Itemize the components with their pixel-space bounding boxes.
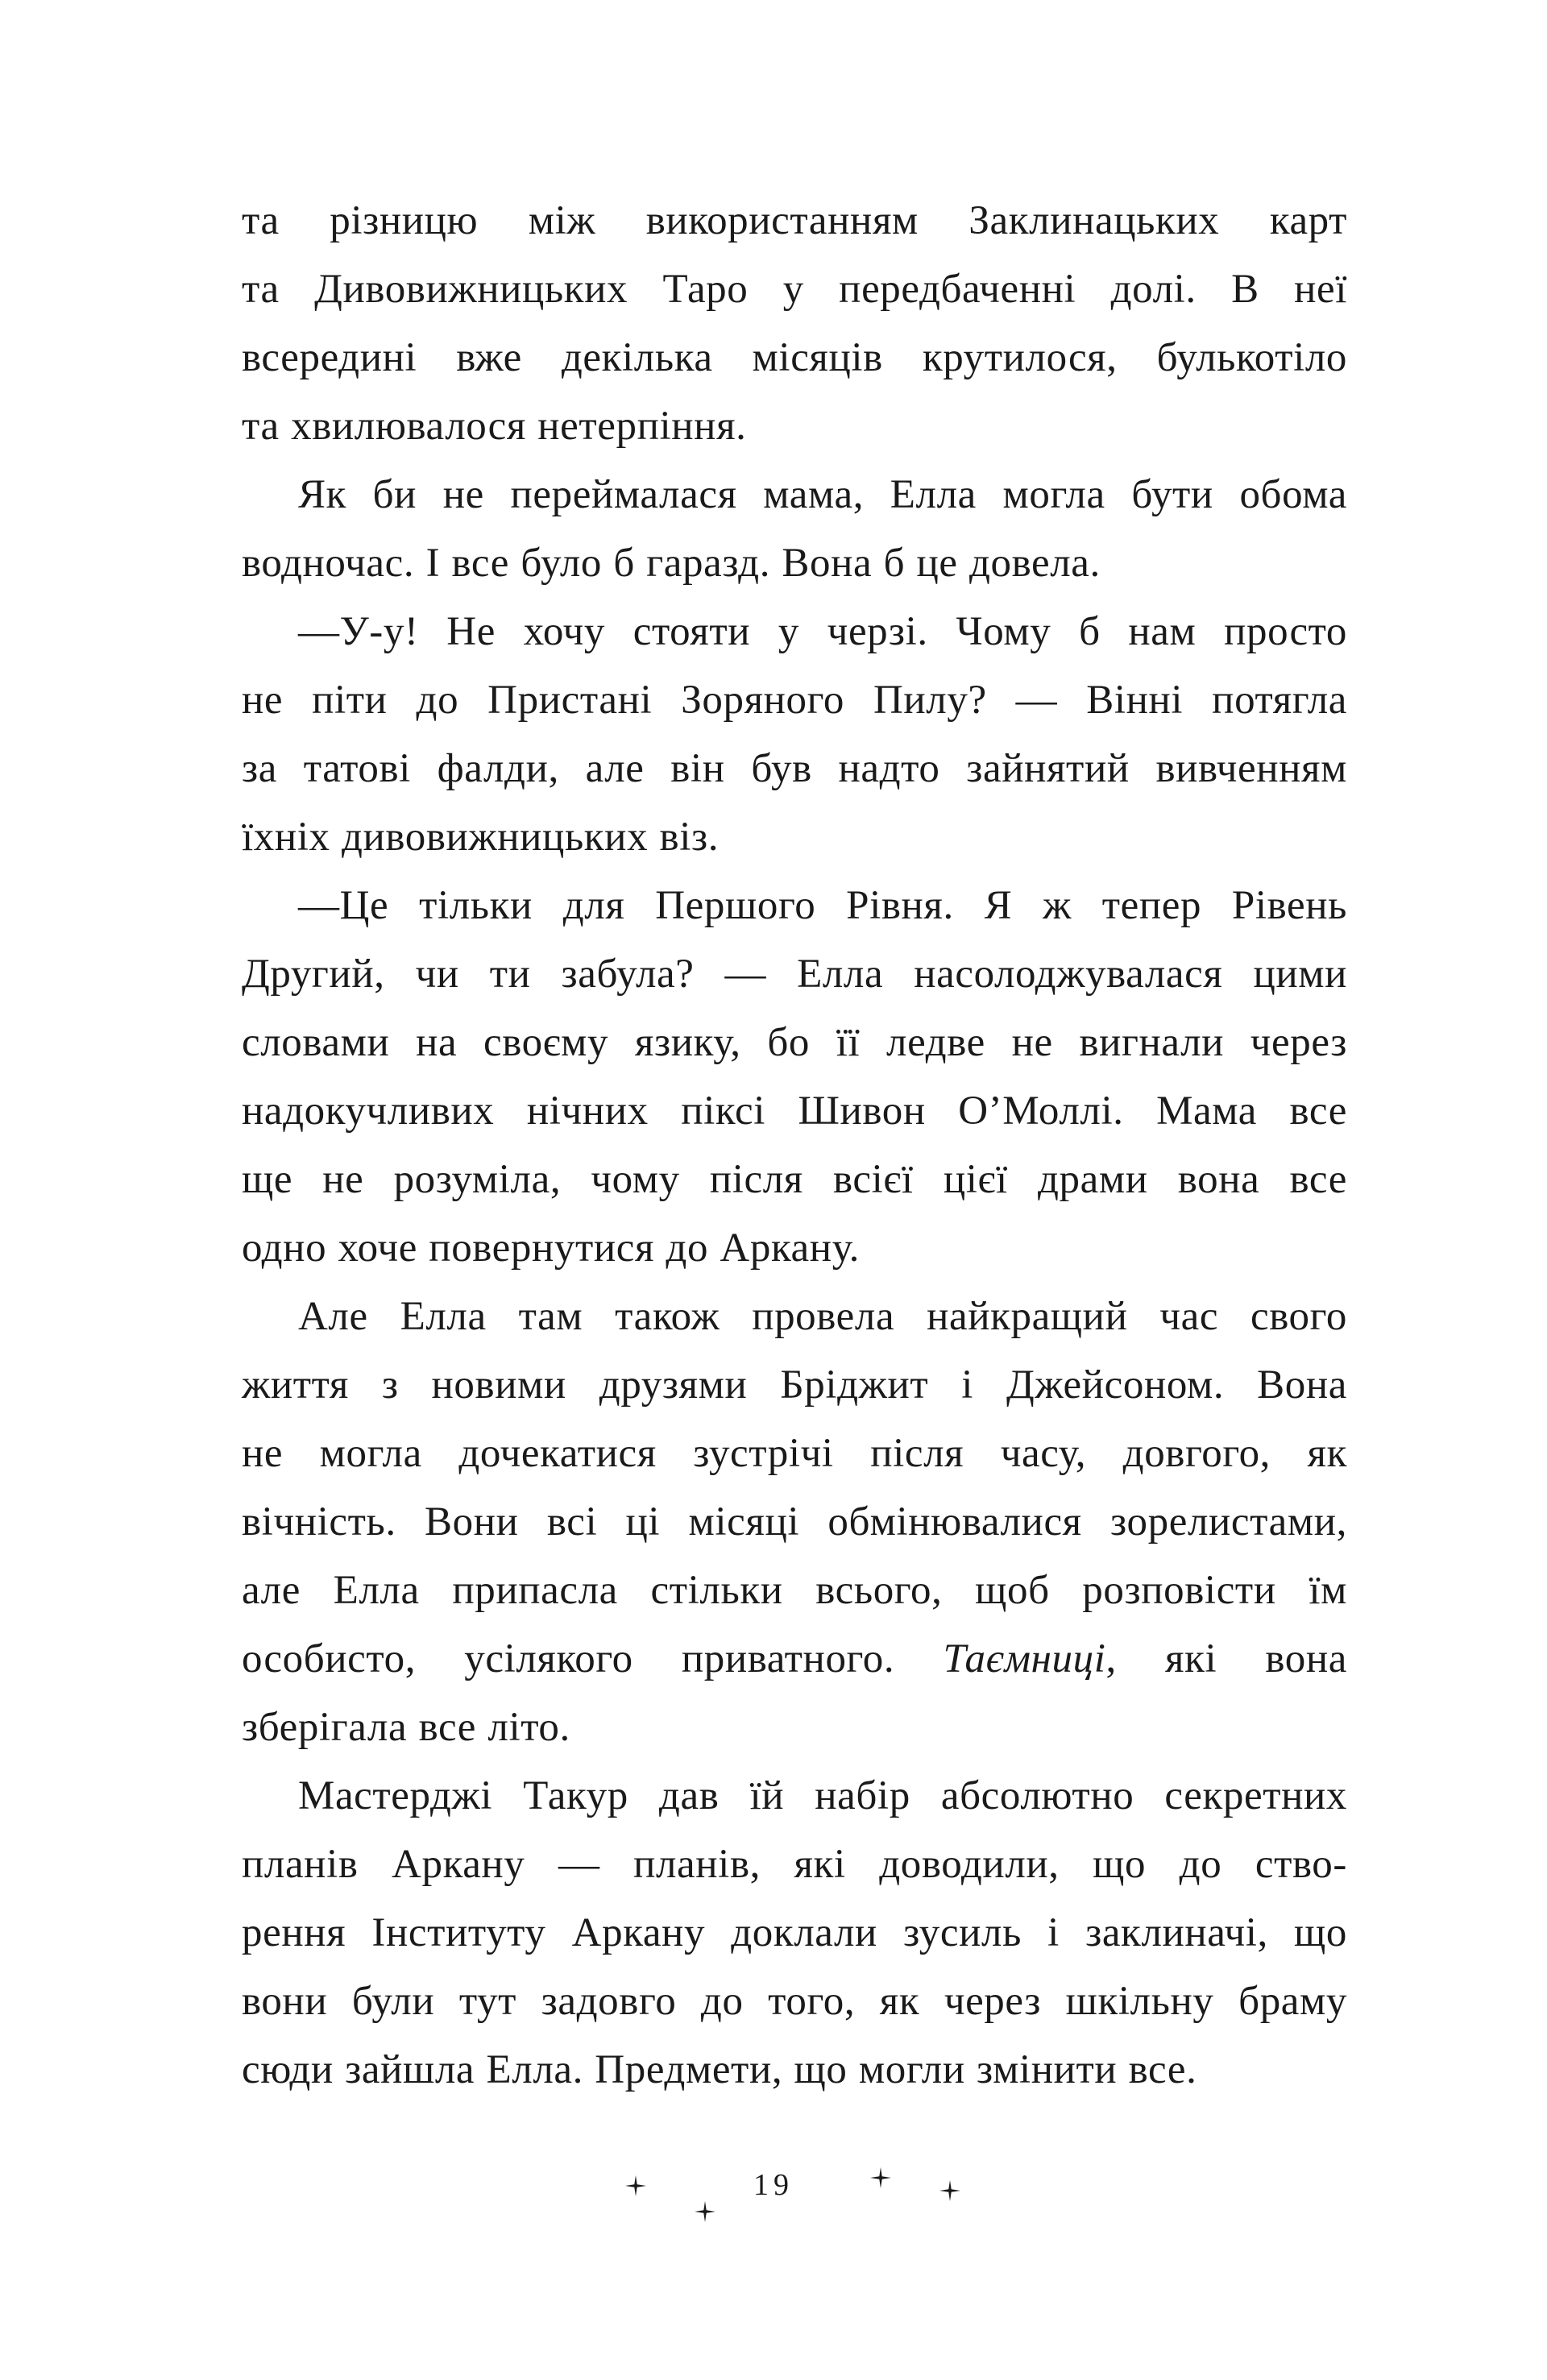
paragraph-3	[242, 598, 1347, 872]
text-line: їхніх дивовижницьких віз.	[242, 815, 720, 860]
text-line: всередині вже декілька місяців крутилося, булькотіло	[242, 335, 1347, 380]
text-line: не могла дочекатися зустрічі після часу, довгого, як	[242, 1431, 1347, 1476]
text-line: одно хоче повернутися до Аркану.	[242, 1225, 861, 1271]
text-line: та Дивовижницьких Таро у передбаченні долі. В неї	[242, 267, 1347, 312]
text-line: Мастерджі Такур дав їй набір абсолютно секретних	[298, 1773, 1347, 1818]
paragraph-4	[242, 872, 1347, 1283]
text-line: та хвилювалося нетерпіння.	[242, 404, 747, 449]
four-point-star-icon	[695, 2201, 715, 2222]
text-line: але Елла припасла стільки всього, щоб розповісти їм	[242, 1568, 1347, 1613]
text-line: та різницю між використанням Заклинацьких карт	[242, 198, 1347, 243]
italic-word: Таємниці	[943, 1636, 1106, 1681]
text-line: за татові фалди, але він був надто зайнятий вивченням	[242, 746, 1347, 791]
body-text	[242, 187, 1347, 2104]
text-line: планів Аркану — планів, які доводили, що до ство-	[242, 1842, 1347, 1887]
text-fragment: , які вона	[1105, 1636, 1347, 1681]
text-line: водночас. І все було б гаразд. Вона б це довела.	[242, 541, 1101, 586]
text-line: ще не розуміла, чому після всієї цієї драми вона все	[242, 1157, 1347, 1202]
text-line-with-italic	[242, 1625, 1347, 1694]
text-line: —Це тільки для Першого Рівня. Я ж тепер Рівень	[298, 883, 1347, 928]
text-line: Але Елла там також провела найкращий час свого	[298, 1294, 1347, 1339]
text-fragment: особисто, усілякого приватного.	[242, 1636, 944, 1681]
page-number: 19	[753, 2168, 794, 2202]
text-line: надокучливих нічних піксі Шивон О’Моллі. Мама все	[242, 1088, 1347, 1134]
text-line: не піти до Пристані Зоряного Пилу? — Вінні потягла	[242, 678, 1347, 723]
text-line: вічність. Вони всі ці місяці обмінювалися зорелистами,	[242, 1499, 1347, 1545]
paragraph-6	[242, 1762, 1347, 2104]
paragraph-2	[242, 461, 1347, 598]
four-point-star-icon	[870, 2167, 891, 2188]
text-line: сюди зайшла Елла. Предмети, що могли змінити все.	[242, 2047, 1197, 2092]
text-line: рення Інституту Аркану доклали зусиль і заклиначі, що	[242, 1910, 1347, 1955]
paragraph-5	[242, 1283, 1347, 1762]
text-line: вони були тут задовго до того, як через шкільну браму	[242, 1979, 1347, 2024]
text-line: словами на своєму язику, бо її ледве не вигнали через	[242, 1020, 1347, 1065]
text-line: Як би не переймалася мама, Елла могла бути обома	[298, 472, 1347, 517]
text-line: —У-у! Не хочу стояти у черзі. Чому б нам просто	[298, 609, 1347, 654]
text-line: зберігала все літо.	[242, 1705, 570, 1750]
paragraph-1	[242, 187, 1347, 461]
four-point-star-icon	[939, 2180, 960, 2201]
text-line: Другий, чи ти забула? — Елла насолоджувалася цими	[242, 952, 1347, 997]
text-line: життя з новими друзями Бріджит і Джейсоном. Вона	[242, 1362, 1347, 1408]
